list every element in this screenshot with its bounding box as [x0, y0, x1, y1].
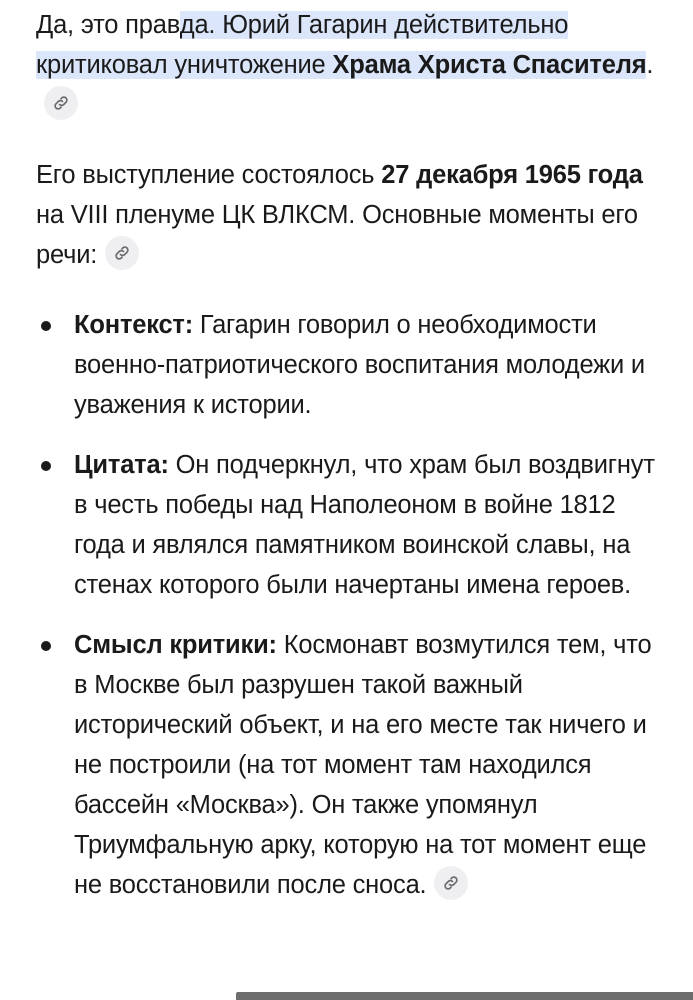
- horizontal-scrollbar[interactable]: [236, 992, 693, 1000]
- bullet-list: [36, 305, 656, 905]
- list-item: [36, 625, 656, 905]
- intro-text-end: .: [646, 51, 654, 79]
- link-icon[interactable]: [105, 236, 139, 270]
- bullet-text: Он подчеркнул, что храм был воздвигнут в честь победы над Наполеоном в войне 1812 года и являлся памятником воинской славы, на стенах которого были начертаны имена героев.: [74, 451, 655, 599]
- intro-text-start: Да, это прав: [36, 11, 180, 39]
- list-item: [36, 305, 656, 425]
- bullet-text: Космонавт возмутился тем, что в Москве был разрушен такой важный исторический объект, и на его месте так ничего и не построили (на тот момент там находился бассейн «Москва»). Он также упомянул Триумфальную арку, которую на тот момент еще не восстановили после сноса.: [74, 631, 652, 899]
- message-content: [36, 5, 656, 925]
- details-text-1: Его выступление состоялось: [36, 161, 382, 189]
- intro-highlight-text: да. Юрий Гагарин действительно критиковал уничтожение: [36, 11, 569, 79]
- bullet-label: Цитата:: [74, 451, 169, 479]
- link-icon[interactable]: [434, 866, 468, 900]
- link-icon[interactable]: [44, 86, 78, 120]
- details-date: 27 декабря 1965 года: [381, 161, 643, 189]
- bullet-text: Гагарин говорил о необходимости военно-патриотического воспитания молодежи и уважения к истории.: [74, 311, 645, 419]
- bullet-label: Контекст:: [74, 311, 194, 339]
- details-text-2: на VIII пленуме ЦК ВЛКСМ. Основные моменты его речи:: [36, 201, 638, 269]
- intro-highlight-bold: Храма Христа Спасителя: [332, 51, 647, 79]
- bullet-label: Смысл критики:: [74, 631, 277, 659]
- details-paragraph: [36, 155, 656, 275]
- intro-paragraph: [36, 5, 656, 125]
- list-item: [36, 445, 656, 605]
